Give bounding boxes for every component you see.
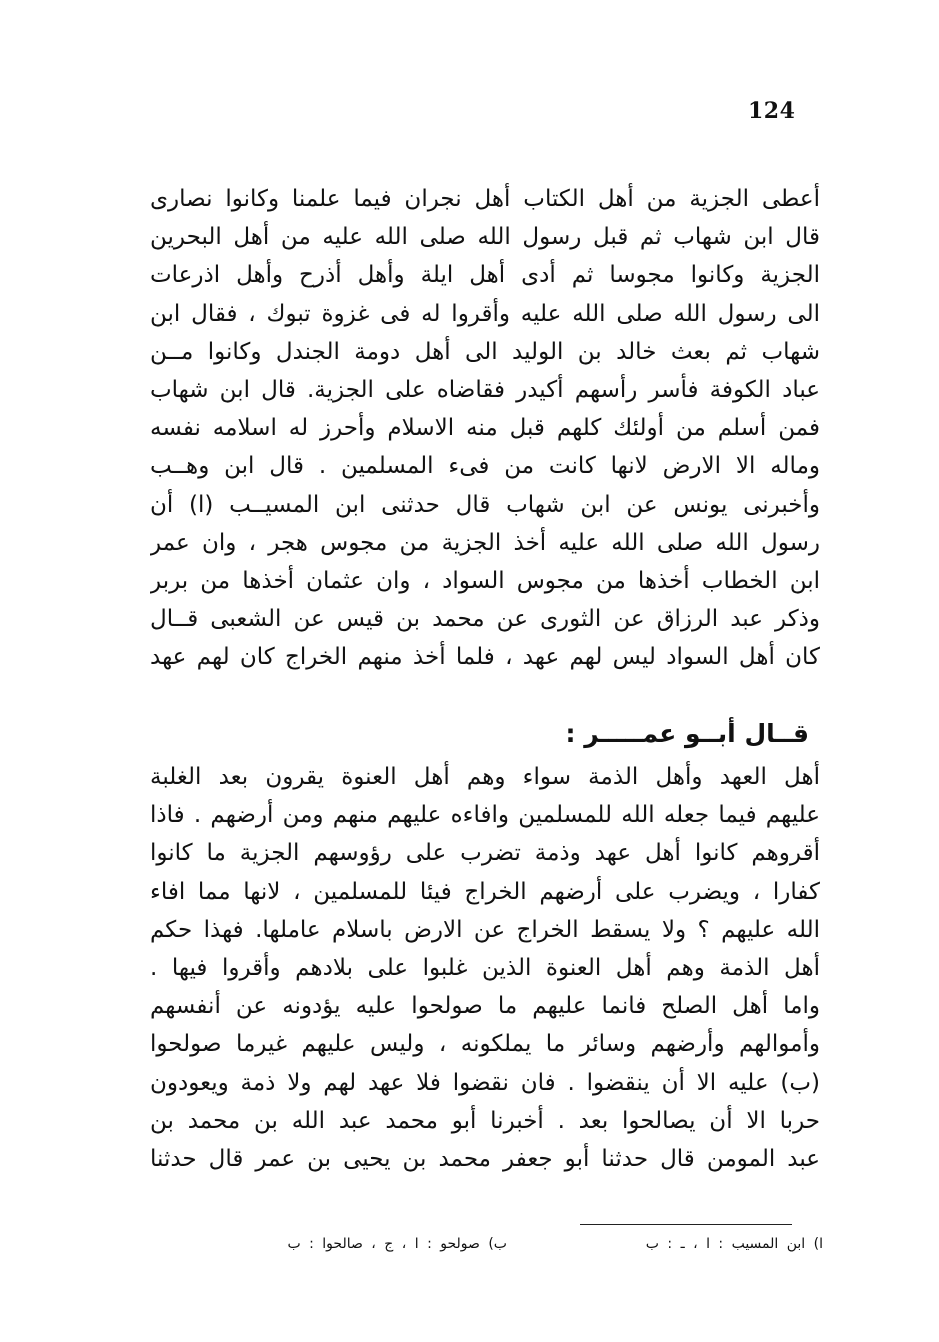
text-line: واما أهل الصلح فانما عليهم ما صولحوا عليه يؤدونه عن أنفسهم [150, 993, 820, 1020]
paragraph-1 [150, 180, 820, 676]
text-line: وأموالهم وأرضهم وسائر ما يملكونه ، وليس عليهم غيرما صولحوا [150, 1031, 820, 1058]
text-line: فمن أسلم من أولئك كلهم قبل منه الاسلام وأحرز له اسلامه نفسه [150, 415, 820, 442]
text-line: قال ابن شهاب ثم قبل رسول الله صلى الله عليه من أهل البحرين [150, 224, 820, 251]
text-line: حربا الا أن يصالحوا بعد . أخبرنا أبو محمد عبد الله بن محمد بن [150, 1107, 820, 1134]
text-line: الى رسول الله صلى الله عليه وأقروا له فى غزوة تبوك ، فقال ابن [150, 300, 820, 327]
text-line: أعطى الجزية من أهل الكتاب أهل نجران فيما علمنا وكانوا نصارى [150, 186, 820, 212]
text-line: وماله الا الارض لانها كانت من فىء المسلمين . قال ابن وهــب [150, 453, 820, 480]
text-line: الله عليهم ؟ ولا يسقط الخراج عن الارض باسلام عاملها. فهذا حكم [150, 916, 820, 943]
text-line: وذكر عبد الرزاق عن الثورى عن محمد بن قيس عن الشعبى قــال [150, 606, 820, 633]
footnote-divider [580, 1224, 792, 1225]
text-line: ابن الخطاب أخذها من مجوس السواد ، وان عثمان أخذها من بربر [150, 567, 820, 594]
text-line: وأخبرنى يونس عن ابن شهاب قال حدثنى ابن المسيــب (ا) أن [150, 491, 820, 518]
text-line: رسول الله صلى الله عليه أخذ الجزية من مجوس هجر ، وان عمر [150, 529, 820, 556]
footnote-b: ب) صولحو : ا ، ج ، صالحوا : ب [287, 1236, 507, 1252]
paragraph-2 [150, 758, 820, 1178]
text-line: (ب) عليه الا أن ينقضوا . فان نقضوا فلا عهد لهم ولا ذمة ويعودون [150, 1069, 820, 1096]
text-line: شهاب ثم بعث خالد بن الوليد الى أهل دومة الجندل وكانوا مــن [150, 338, 820, 365]
text-line: الجزية وكانوا مجوسا ثم أدى أهل ايلة وأهل أذرح وأهل اذرعات [150, 262, 820, 289]
text-line: كان أهل السواد ليس لهم عهد ، فلما أخذ منهم الخراج كان لهم عهد [150, 644, 820, 671]
text-line: عبد المومن قال حدثنا أبو جعفر محمد بن يحيى بن عمر قال حدثنا [150, 1145, 820, 1172]
text-line: كفارا ، ويضرب على أرضهم الخراج فيئا للمسلمين ، لانها مما افاء [150, 878, 820, 905]
text-line: أهل العهد وأهل الذمة سواء وهم أهل العنوة يقرون بعد الغلبة [150, 764, 820, 790]
text-line: أقروهم كانوا أهل عهد وذمة تضرب على رؤوسهم الجزية ما كانوا [150, 840, 820, 867]
text-line: عباد الكوفة فأسر رأسهم أكيدر فقاضاه على الجزية. قال ابن شهاب [150, 376, 820, 403]
text-line: أهل الذمة وهم أهل العنوة الذين غلبوا على بلادهم وأقروا فيها . [150, 954, 820, 981]
footnote-a: ا) ابن المسيب : ا ، ـ : ب [645, 1236, 823, 1252]
text-line: عليهم فيما جعله الله للمسلمين وافاءه عليهم منهم ومن أرضهم . فاذا [150, 802, 820, 829]
section-heading: قــال أبــو عمـــــر : [565, 719, 809, 748]
page-number: 124 [748, 98, 796, 124]
